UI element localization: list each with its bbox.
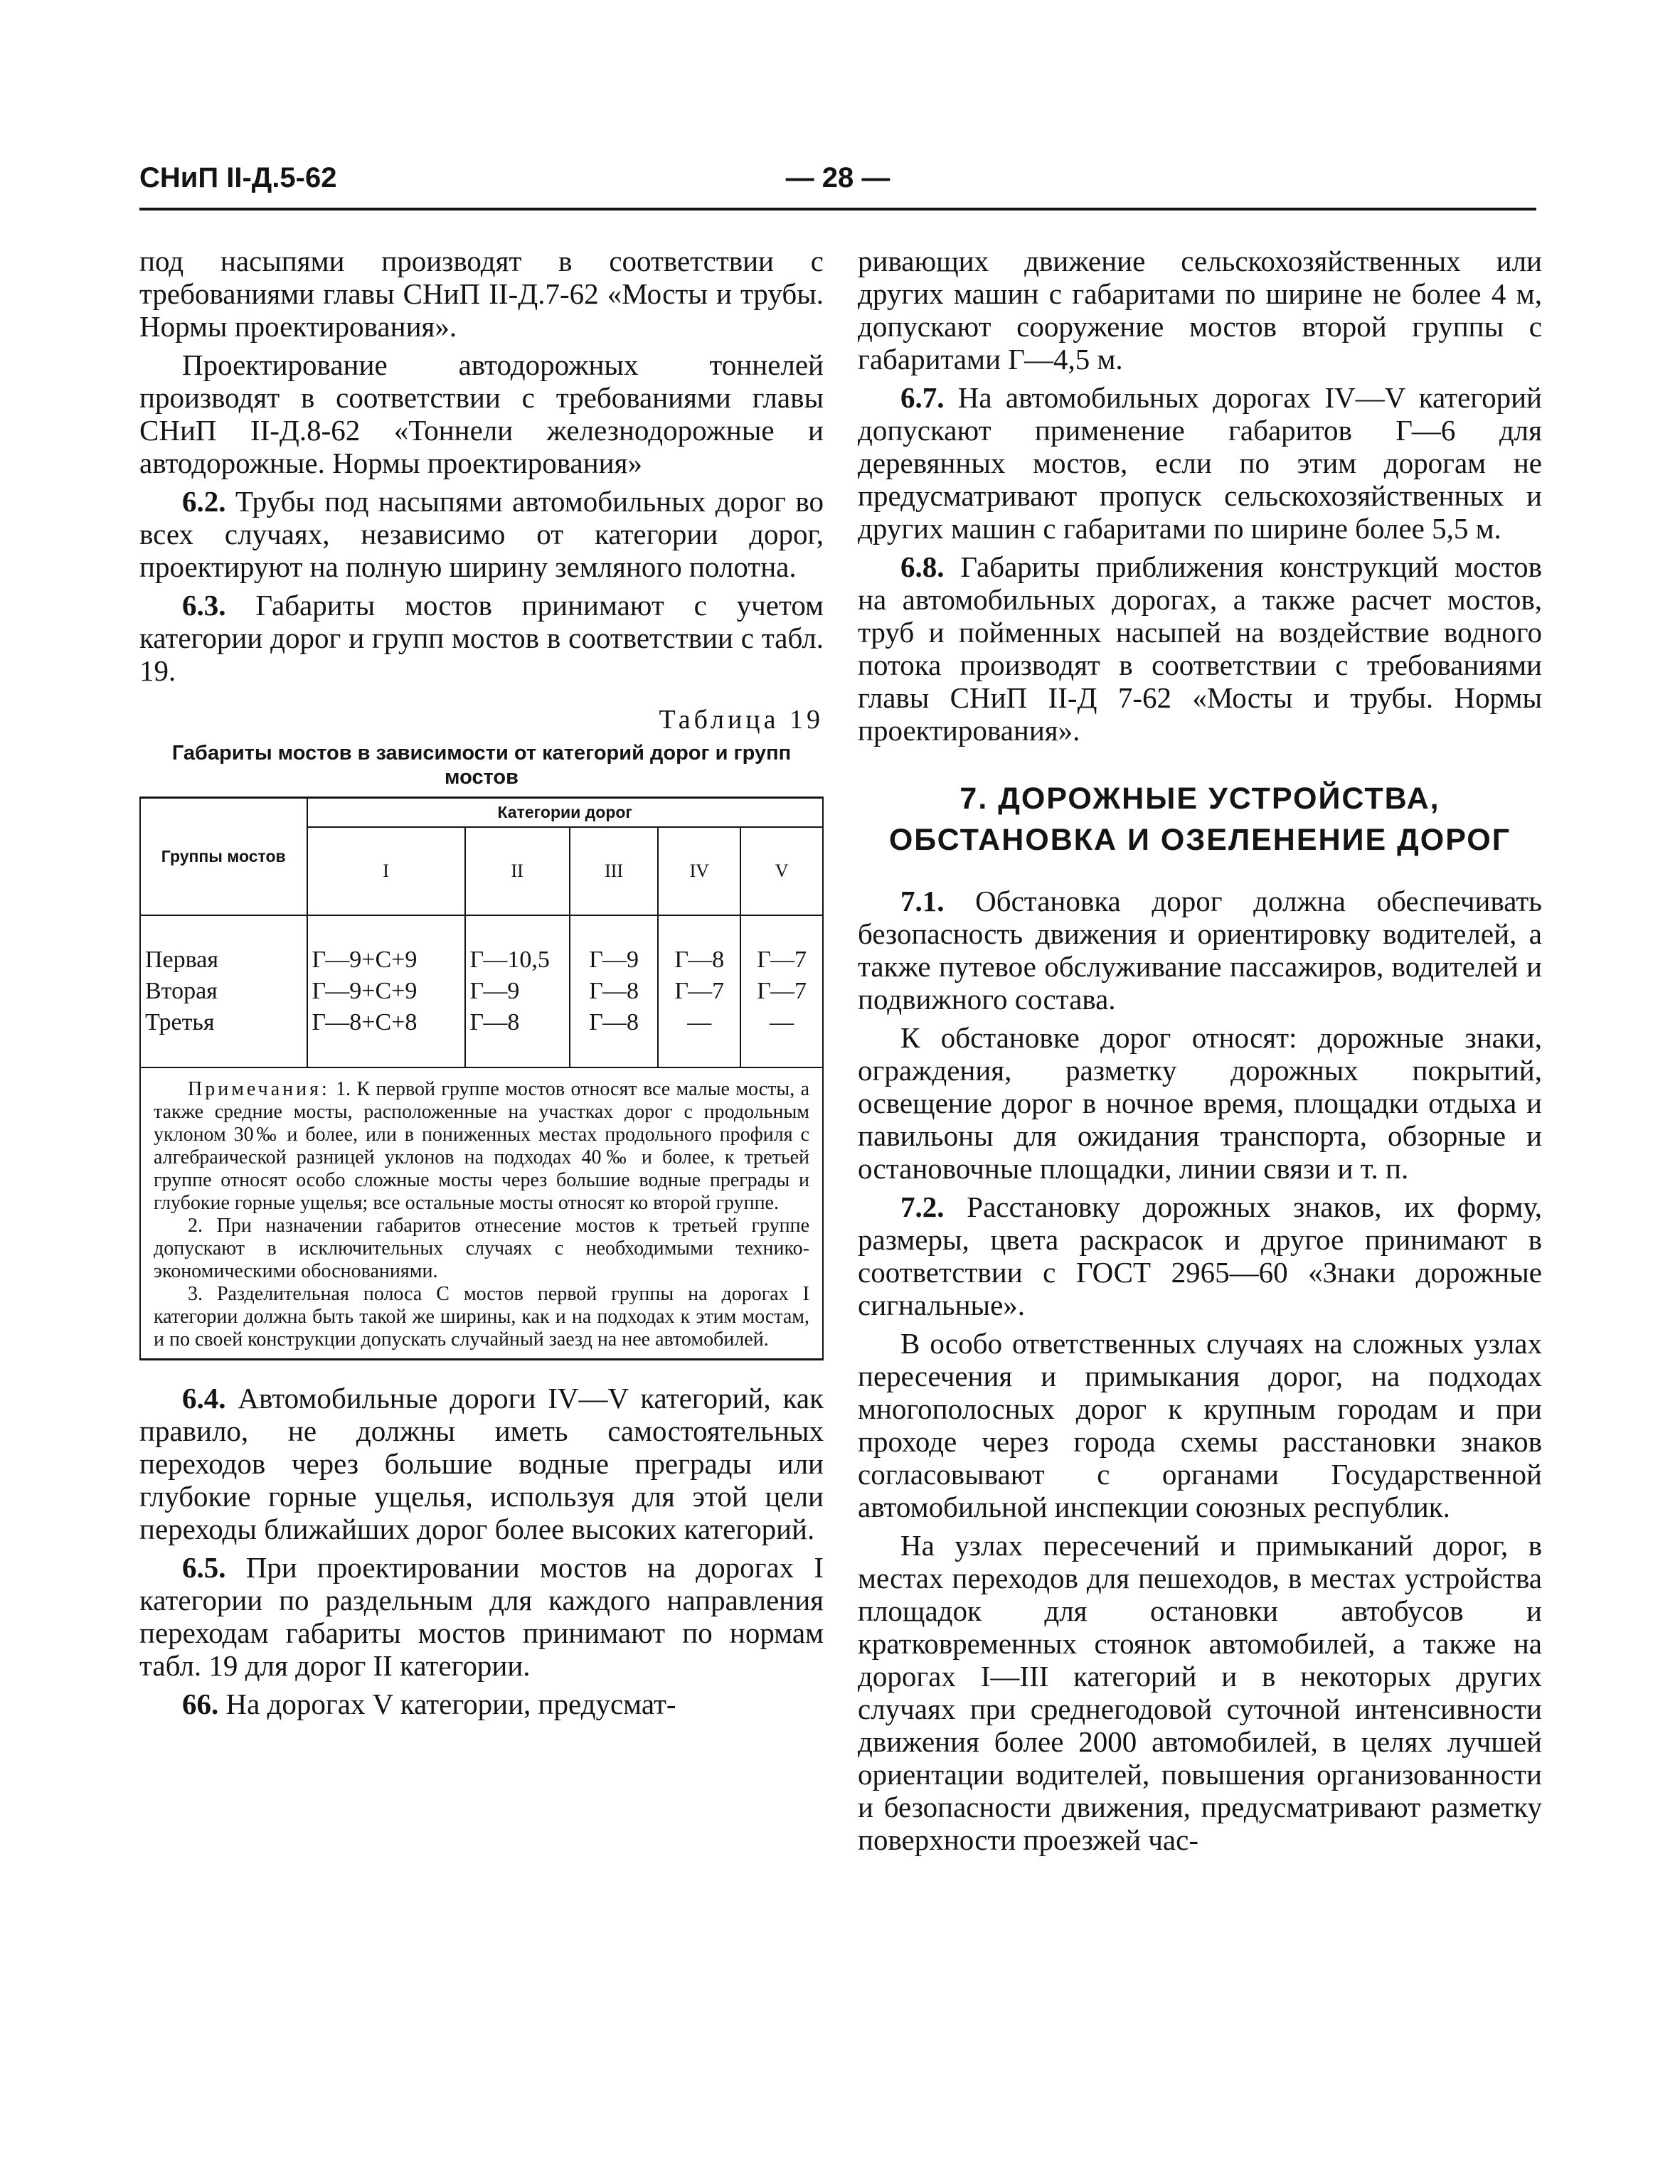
table-cell: Г—7 <box>658 976 740 1007</box>
note-2: 2. При назначении габаритов отнесение мостов к третьей группе допускают в исключительных случаях с необходимыми технико-экономическими обоснованиями. <box>154 1215 809 1282</box>
paragraph: В особо ответственных случаях на сложных узлах пересечения и примыкания дорог, на подходах многополосных дорог к крупным городам и при проходе через города схемы расстановки знаков согласовывают с органами Государственной автомобильной инспекции союзных республик. <box>858 1327 1542 1523</box>
table-cell: Г—9 <box>465 976 570 1007</box>
paragraph-6-3 <box>139 589 824 687</box>
clause-number: 6.7. <box>900 381 945 414</box>
clause-text: На дорогах V категории, предусмат- <box>218 1688 676 1720</box>
page-number: — 28 — <box>785 162 890 193</box>
paragraph-7-1 <box>858 885 1542 1016</box>
category-i: I <box>307 827 465 915</box>
paragraph-6-8 <box>858 550 1542 747</box>
paragraph-6-7 <box>858 381 1542 545</box>
table-cell: Г—9+С+9 <box>307 976 465 1007</box>
clause-text: Трубы под насыпями автомобильных дорог во всех случаях, независимо от категории дорог, проектируют на полную ширину земляного полотна. <box>139 485 824 583</box>
paragraph: К обстановке дорог относят: дорожные знаки, ограждения, разметку дорожных покрытий, освещение дорог в ночное время, площадки отдыха и павильоны для ожидания транспорта, обзорные и остановочные площадки, линии связи и т. п. <box>858 1021 1542 1185</box>
column-header-categories: Категории дорог <box>307 799 823 827</box>
table-notes <box>141 1067 822 1358</box>
table-row <box>141 944 822 976</box>
paragraph: На узлах пересечений и примыканий дорог, в местах переходов для пешеходов, в местах устройства площадок для остановки автобусов и кратковременных стоянок автомобилей, а также на дорогах I—III категорий и в некоторых других случаях при среднегодовой суточной интенсивности движения более 2000 автомобилей, в целях лучшей ориентации водителей, повышения организованности и безопасности движения, предусматривают разметку поверхности проезжей час- <box>858 1529 1542 1856</box>
table-cell: Г—9 <box>570 944 659 976</box>
clause-number: 6.8. <box>900 550 945 583</box>
note-3: 3. Разделительная полоса С мостов первой группы на дорогах I категории должна быть такой же ширины, как и на подходах к этим мостам, и по своей конструкции допускать случайный заезд на нее автомобилей. <box>154 1283 809 1351</box>
table-cell: Г—7 <box>740 976 822 1007</box>
notes-label: Примечания: <box>188 1078 330 1100</box>
clause-number: 7.2. <box>900 1190 945 1223</box>
paragraph-6-2 <box>139 485 824 583</box>
page-header <box>139 162 1536 205</box>
group-name: Первая <box>145 947 218 973</box>
table-title: Габариты мостов в зависимости от категорий дорог и групп мостов <box>171 742 792 789</box>
clause-number: 6.4. <box>182 1382 226 1415</box>
table-row <box>141 1007 822 1038</box>
table-row <box>141 976 822 1007</box>
paragraph: Проектирование автодорожных тоннелей производят в соответствии с требованиями главы СНиП II-Д.8-62 «Тоннели железнодорожные и автодорожные. Нормы проектирования» <box>139 348 824 479</box>
paragraph: под насыпями производят в соответствии с требованиями главы СНиП II-Д.7-62 «Мосты и трубы. Нормы проектирования». <box>139 245 824 343</box>
category-iii: III <box>570 827 659 915</box>
paragraph: ривающих движение сельскохозяйственных или других машин с габаритами по ширине не более 4 м, допускают сооружение мостов второй группы с габаритами Г—4,5 м. <box>858 245 1542 375</box>
clause-number: 66. <box>182 1688 219 1720</box>
clause-text: Обстановка дорог должна обеспечивать безопасность движения и ориентировку водителей, а также путевое обслуживание пассажиров, водителей и подвижного состава. <box>858 885 1542 1016</box>
clause-text: Габариты мостов принимают с учетом категории дорог и групп мостов в соответствии с табл. 19. <box>139 589 824 687</box>
column-header-groups: Группы мостов <box>141 799 307 915</box>
table-cell: Г—8+С+8 <box>307 1007 465 1038</box>
clause-number: 6.2. <box>182 485 226 518</box>
group-name: Вторая <box>145 978 218 1004</box>
clause-number: 7.1. <box>900 885 945 917</box>
table-cell: — <box>740 1007 822 1038</box>
paragraph-6-4 <box>139 1382 824 1545</box>
table-cell: — <box>658 1007 740 1038</box>
section-title: 7. ДОРОЖНЫЕ УСТРОЙСТВА, ОБСТАНОВКА И ОЗЕЛЕНЕНИЕ ДОРОГ <box>888 782 1511 857</box>
table-cell: Г—10,5 <box>465 944 570 976</box>
category-iv: IV <box>658 827 740 915</box>
clause-text: При проектировании мостов на дорогах I категории по раздельным для каждого направления переходам габариты мостов принимают по нормам табл. 19 для дорог II категории. <box>139 1551 824 1682</box>
clause-text: Габариты приближения конструкций мостов на автомобильных дорогах, а также расчет мостов, труб и пойменных насыпей на воздействие водного потока производят в соответствии с требованиями главы СНиП II-Д 7-62 «Мосты и трубы. Нормы проектирования». <box>858 550 1542 747</box>
group-name: Третья <box>145 1009 215 1035</box>
document-code: СНиП II-Д.5-62 <box>139 162 337 193</box>
paragraph-6-6 <box>139 1688 824 1720</box>
left-column <box>139 245 824 1726</box>
right-column <box>858 245 1542 1862</box>
table-cell: Г—8 <box>570 1007 659 1038</box>
clause-number: 6.3. <box>182 589 226 622</box>
table-cell: Г—9+С+9 <box>307 944 465 976</box>
table-19 <box>139 797 824 1360</box>
category-v: V <box>740 827 822 915</box>
table-caption: Таблица 19 <box>659 705 824 735</box>
table-cell: Г—7 <box>740 944 822 976</box>
clause-number: 6.5. <box>182 1551 226 1584</box>
paragraph-6-5 <box>139 1551 824 1682</box>
clause-text: На автомобильных дорогах IV—V категорий допускают применение габаритов Г—6 для деревянных мостов, если по этим дорогам не предусматривают пропуск сельскохозяйственных и других машин с габаритами по ширине более 5,5 м. <box>858 381 1542 545</box>
header-rule <box>139 208 1536 211</box>
clause-text: Расстановку дорожных знаков, их форму, размеры, цвета раскрасок и другое принимают в соответствии с ГОСТ 2965—60 «Знаки дорожные сигнальные». <box>858 1190 1542 1321</box>
bridges-table <box>141 799 822 1067</box>
table-cell: Г—8 <box>570 976 659 1007</box>
table-cell: Г—8 <box>658 944 740 976</box>
note-1 <box>154 1078 809 1215</box>
table-cell: Г—8 <box>465 1007 570 1038</box>
clause-text: Автомобильные дороги IV—V категорий, как правило, не должны иметь самостоятельных переходов через большие водные преграды или глубокие горные ущелья, используя для этой цели переходы ближайших дорог более высоких категорий. <box>139 1382 824 1545</box>
paragraph-7-2 <box>858 1190 1542 1321</box>
note-text: 1. К первой группе мостов относят все малые мосты, а также средние мосты, расположенные на участках дорог с продольным уклоном 30‰ и более, или в пониженных местах продольного профиля с алгебраической разницей уклонов на подходах 40‰ и более, к третьей группе относят особо сложные мосты через большие водные преграды и глубокие горные ущелья; все остальные мосты относят ко второй группе. <box>154 1078 809 1214</box>
category-ii: II <box>465 827 570 915</box>
